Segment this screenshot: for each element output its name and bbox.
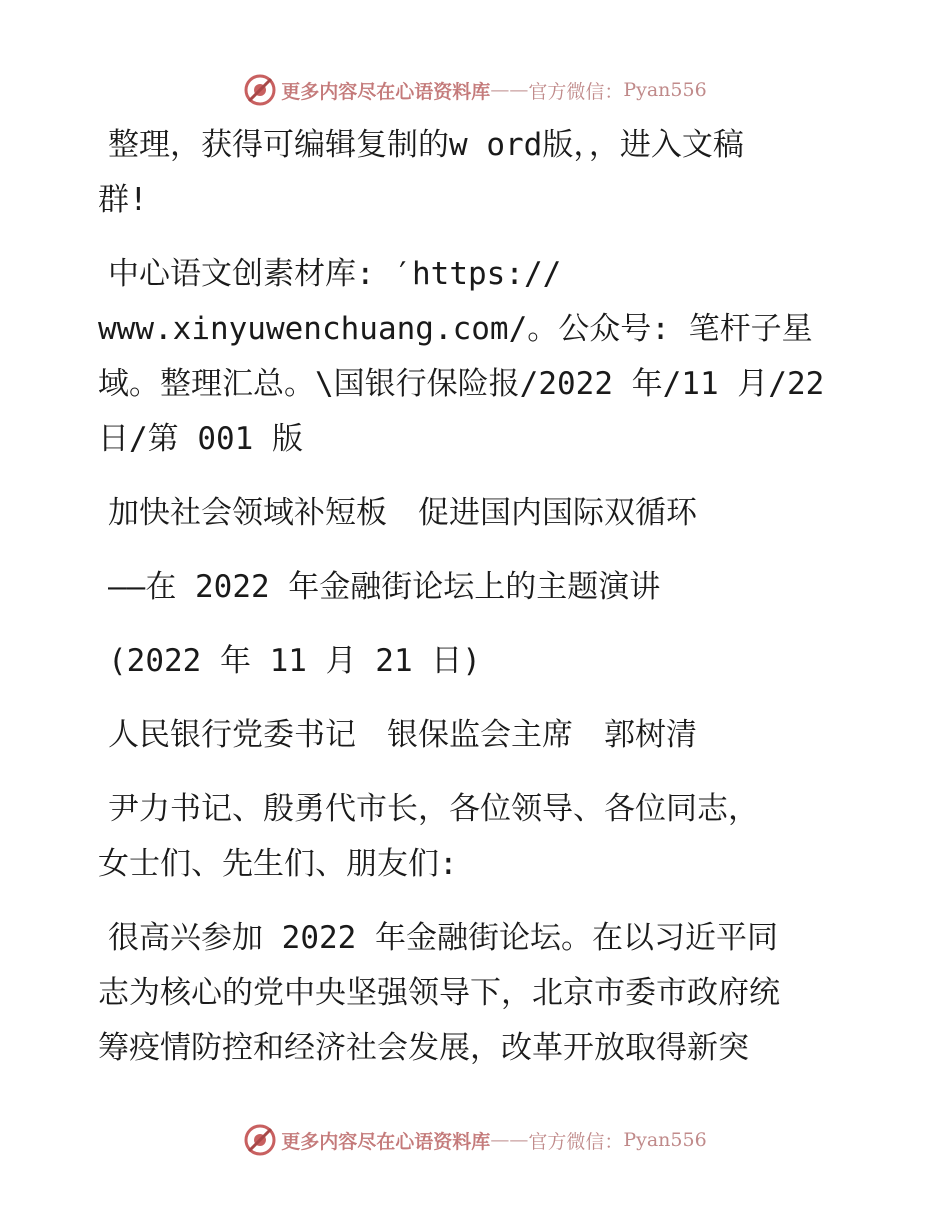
speech-author: 人民银行党委书记 银保监会主席 郭树清 (108, 717, 697, 753)
watermark-contact-label: 官方微信： (528, 80, 624, 103)
text-line: 中心语文创素材库: ′https:// (108, 256, 562, 292)
speech-date: (2022 年 11 月 21 日) (108, 643, 481, 679)
paragraph-line: 很高兴参加 2022 年金融街论坛。在以习近平同 (108, 920, 778, 956)
watermark-header (0, 70, 950, 110)
text-line: 日/第 001 版 (98, 421, 303, 457)
greeting-line: 女士们、先生们、朋友们: (98, 846, 458, 882)
text-line: 整理，获得可编辑复制的w ord版，，进入文稿 (108, 127, 744, 163)
watermark-text: 更多内容尽在心语资料库 (281, 1130, 491, 1153)
article-subtitle: ——在 2022 年金融街论坛上的主题演讲 (108, 569, 661, 605)
watermark-contact-label: 官方微信： (528, 1130, 624, 1153)
logo-icon (243, 73, 277, 107)
greeting-line: 尹力书记、殷勇代市长，各位领导、各位同志， (108, 791, 759, 827)
watermark-dash: —— (490, 1129, 529, 1151)
document-body (98, 118, 858, 1076)
watermark-footer (0, 1120, 950, 1160)
article-title: 加快社会领域补短板 促进国内国际双循环 (108, 495, 697, 531)
text-line: 群! (98, 182, 148, 218)
watermark-dash: —— (490, 79, 529, 101)
url-text: www.xinyuwenchuang.com/。公众号: 笔杆子星 (98, 311, 813, 347)
text-line: 域。整理汇总。\国银行保险报/2022 年/11 月/22 (98, 366, 825, 402)
watermark-contact-id: Pyan556 (623, 79, 707, 101)
watermark-contact-id: Pyan556 (623, 1129, 707, 1151)
watermark-text: 更多内容尽在心语资料库 (281, 80, 491, 103)
logo-icon (243, 1123, 277, 1157)
paragraph-line: 志为核心的党中央坚强领导下，北京市委市政府统 (98, 975, 780, 1011)
paragraph-line: 筹疫情防控和经济社会发展，改革开放取得新突 (98, 1030, 749, 1066)
